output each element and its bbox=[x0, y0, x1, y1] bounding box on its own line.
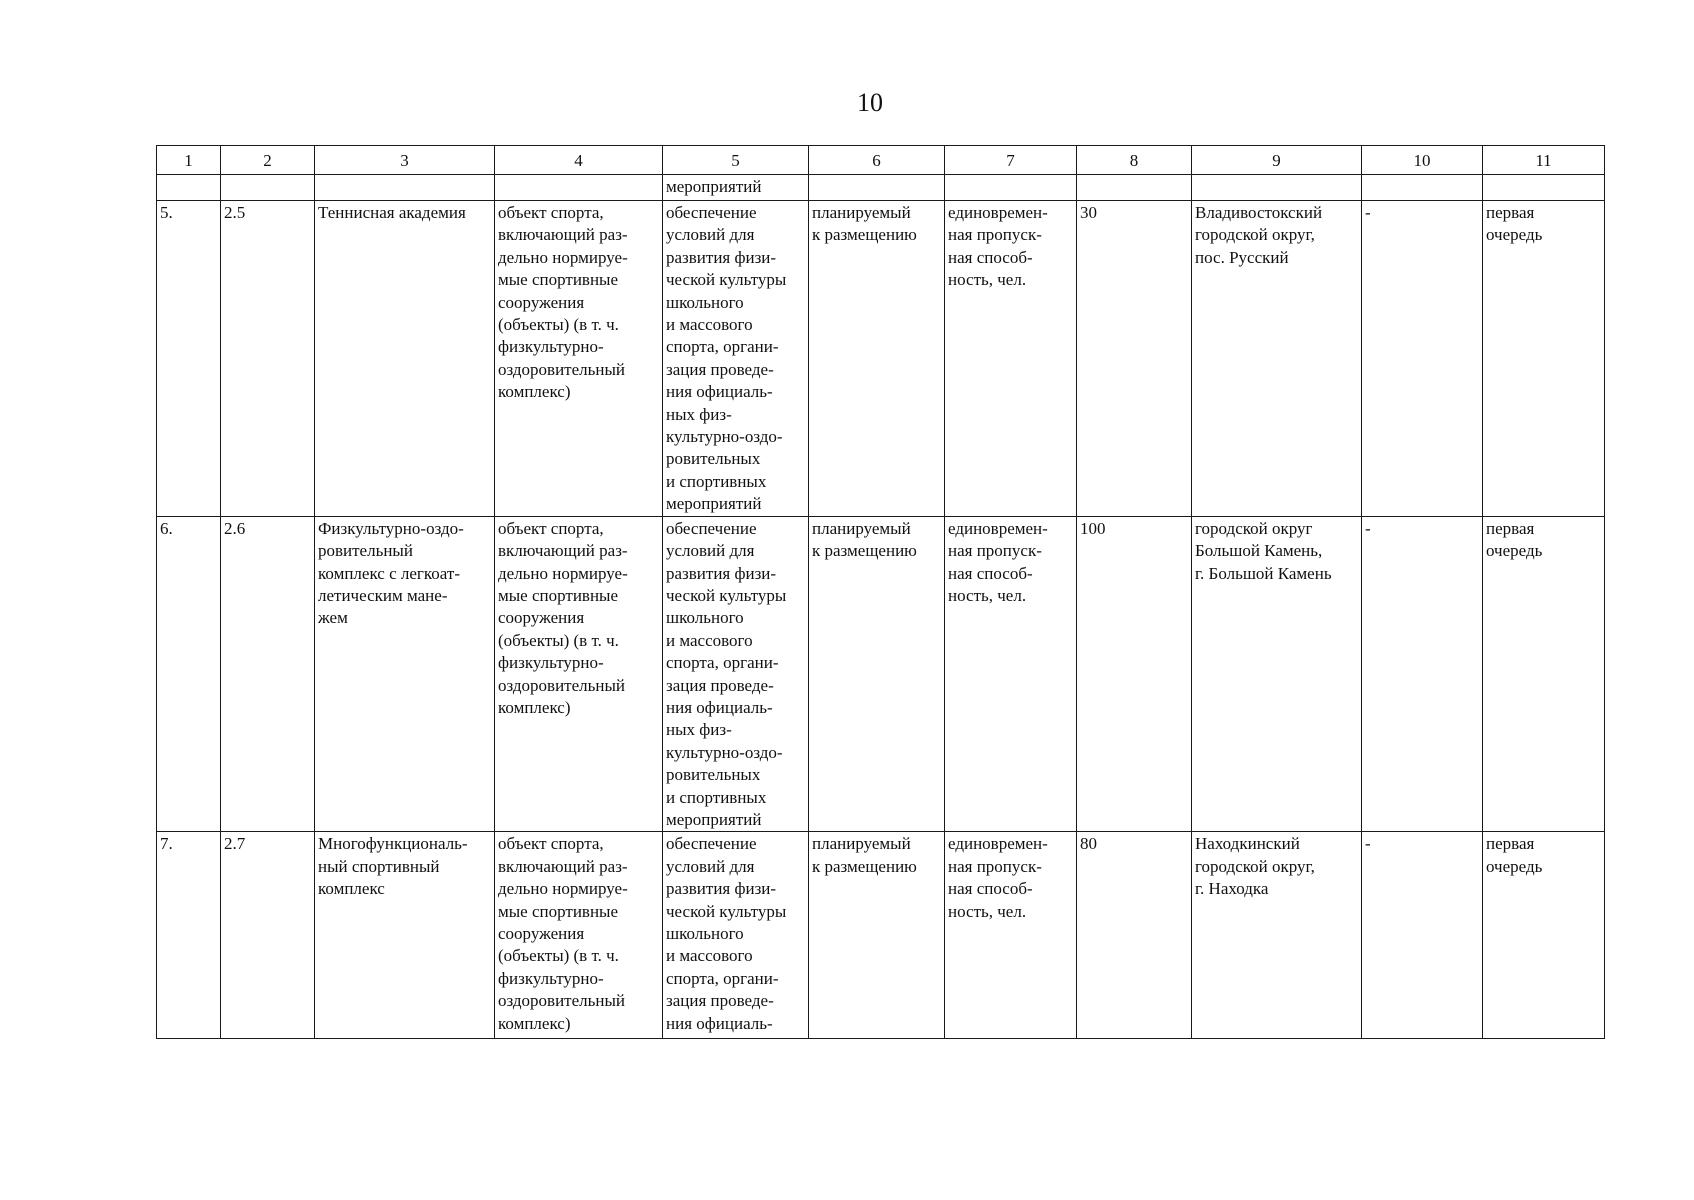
column-number: 6 bbox=[809, 146, 945, 175]
object-name-cell: Физкультурно-оздо- ровительный комплекс с легкоат- летическим мане- жем bbox=[315, 516, 495, 832]
table-cell: мероприятий bbox=[663, 175, 809, 201]
table-cell bbox=[1192, 175, 1362, 201]
row-number-cell: 6. bbox=[157, 516, 221, 832]
status-cell: планируемый к размещению bbox=[809, 832, 945, 1039]
continuation-row bbox=[157, 175, 1605, 201]
object-name-cell: Теннисная академия bbox=[315, 201, 495, 517]
object-name-cell: Многофункциональ- ный спортивный комплекс bbox=[315, 832, 495, 1039]
stage-cell: первая очередь bbox=[1483, 832, 1605, 1039]
purpose-cell: обеспечение условий для развития физи- ческой культуры школьного и массового спорта, органи- зация проведе- ния официаль- bbox=[663, 832, 809, 1039]
objects-table bbox=[156, 145, 1605, 1039]
row-number-cell: 7. bbox=[157, 832, 221, 1039]
purpose-cell: обеспечение условий для развития физи- ческой культуры школьного и массового спорта, органи- зация проведе- ния официаль- ных физ- культурно-оздо- ровительных и спортивных мероприятий bbox=[663, 201, 809, 517]
object-code-cell: 2.5 bbox=[221, 201, 315, 517]
table-cell bbox=[221, 175, 315, 201]
column-number: 1 bbox=[157, 146, 221, 175]
row-number-cell: 5. bbox=[157, 201, 221, 517]
column-number: 10 bbox=[1362, 146, 1483, 175]
table-cell bbox=[1483, 175, 1605, 201]
object-code-cell: 2.7 bbox=[221, 832, 315, 1039]
table-row bbox=[157, 201, 1605, 517]
characteristic-cell: единовремен- ная пропуск- ная способ- ность, чел. bbox=[945, 201, 1077, 517]
value-cell: 100 bbox=[1077, 516, 1192, 832]
location-cell: Находкинский городской округ, г. Находка bbox=[1192, 832, 1362, 1039]
zone-cell: - bbox=[1362, 516, 1483, 832]
table-cell bbox=[945, 175, 1077, 201]
table-cell bbox=[495, 175, 663, 201]
location-cell: городской округ Большой Камень, г. Большой Камень bbox=[1192, 516, 1362, 832]
location-cell: Владивостокский городской округ, пос. Русский bbox=[1192, 201, 1362, 517]
column-number: 5 bbox=[663, 146, 809, 175]
table-cell bbox=[157, 175, 221, 201]
zone-cell: - bbox=[1362, 201, 1483, 517]
value-cell: 30 bbox=[1077, 201, 1192, 517]
zone-cell: - bbox=[1362, 832, 1483, 1039]
column-number-row bbox=[157, 146, 1605, 175]
stage-cell: первая очередь bbox=[1483, 516, 1605, 832]
column-number: 9 bbox=[1192, 146, 1362, 175]
column-number: 3 bbox=[315, 146, 495, 175]
purpose-cell: обеспечение условий для развития физи- ческой культуры школьного и массового спорта, органи- зация проведе- ния официаль- ных физ- культурно-оздо- ровительных и спортивных мероприятий bbox=[663, 516, 809, 832]
stage-cell: первая очередь bbox=[1483, 201, 1605, 517]
page-number: 10 bbox=[857, 88, 883, 117]
object-type-cell: объект спорта, включающий раз- дельно нормируе- мые спортивные сооружения (объекты) (в т. ч. физкультурно- оздоровительный комплекс) bbox=[495, 201, 663, 517]
table-cell bbox=[1077, 175, 1192, 201]
status-cell: планируемый к размещению bbox=[809, 201, 945, 517]
object-type-cell: объект спорта, включающий раз- дельно нормируе- мые спортивные сооружения (объекты) (в т. ч. физкультурно- оздоровительный комплекс) bbox=[495, 832, 663, 1039]
status-cell: планируемый к размещению bbox=[809, 516, 945, 832]
table-cell bbox=[1362, 175, 1483, 201]
column-number: 8 bbox=[1077, 146, 1192, 175]
characteristic-cell: единовремен- ная пропуск- ная способ- ность, чел. bbox=[945, 832, 1077, 1039]
table-row bbox=[157, 516, 1605, 832]
column-number: 4 bbox=[495, 146, 663, 175]
column-number: 11 bbox=[1483, 146, 1605, 175]
object-code-cell: 2.6 bbox=[221, 516, 315, 832]
value-cell: 80 bbox=[1077, 832, 1192, 1039]
object-type-cell: объект спорта, включающий раз- дельно нормируе- мые спортивные сооружения (объекты) (в т. ч. физкультурно- оздоровительный комплекс) bbox=[495, 516, 663, 832]
table-cell bbox=[809, 175, 945, 201]
column-number: 7 bbox=[945, 146, 1077, 175]
table-cell bbox=[315, 175, 495, 201]
table-row bbox=[157, 832, 1605, 1039]
column-number: 2 bbox=[221, 146, 315, 175]
characteristic-cell: единовремен- ная пропуск- ная способ- ность, чел. bbox=[945, 516, 1077, 832]
